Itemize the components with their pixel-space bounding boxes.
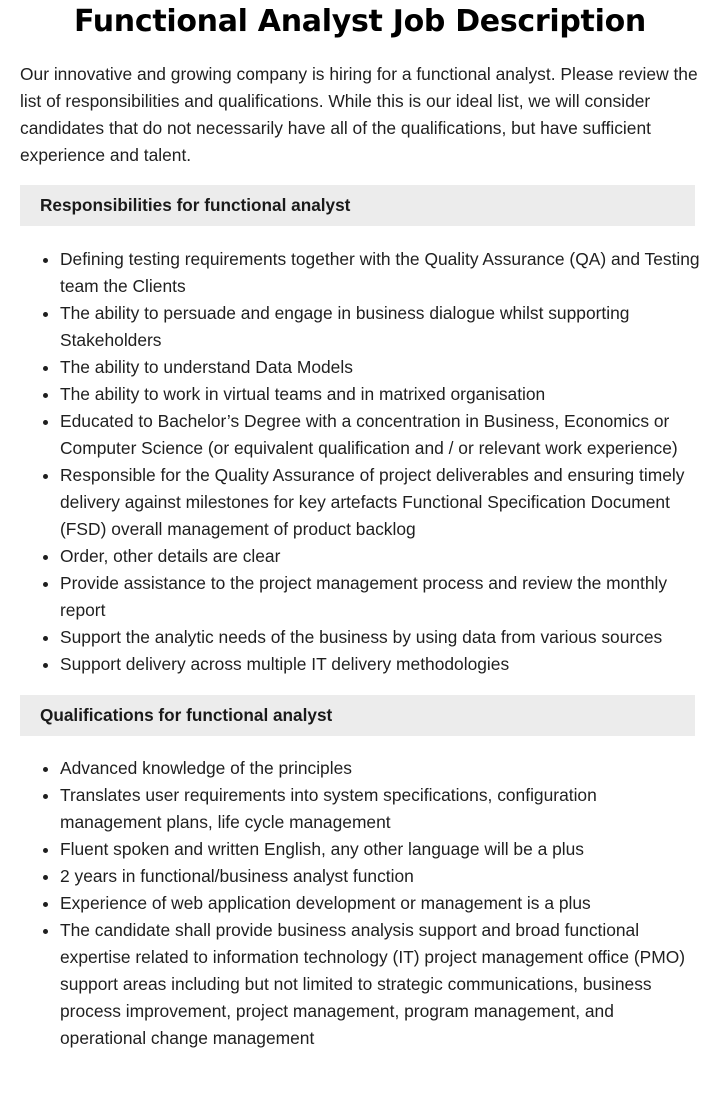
list-item: • Fluent spoken and written English, any other language will be a plus — [60, 836, 688, 863]
list-item: • Support the analytic needs of the business by using data from various sources — [60, 624, 700, 651]
list-item: • The ability to persuade and engage in business dialogue whilst supporting Stakeholders — [60, 300, 700, 354]
list-item: • Advanced knowledge of the principles — [60, 755, 688, 782]
page-title: Functional Analyst Job Description — [74, 4, 646, 39]
list-item: • Translates user requirements into system specifications, configuration management plans, life cycle management — [60, 782, 688, 836]
list-item: • Experience of web application development or management is a plus — [60, 890, 688, 917]
responsibilities-heading: Responsibilities for functional analyst — [20, 185, 695, 226]
list-item: • The ability to understand Data Models — [60, 354, 700, 381]
intro-paragraph: Our innovative and growing company is hiring for a functional analyst. Please review the list of responsibilities and qualifications. While this is our ideal list, we will consider candidates that do not necessarily have all of the qualifications, but have sufficient experience and talent. — [20, 64, 698, 165]
list-item: • The ability to work in virtual teams and in matrixed organisation — [60, 381, 700, 408]
list-item: • Provide assistance to the project management process and review the monthly report — [60, 570, 700, 624]
qualifications-heading: Qualifications for functional analyst — [20, 695, 695, 736]
qualifications-list — [0, 755, 700, 1052]
list-item: • Defining testing requirements together with the Quality Assurance (QA) and Testing team the Clients — [60, 246, 700, 300]
responsibilities-list — [0, 246, 700, 678]
list-item: • Responsible for the Quality Assurance of project deliverables and ensuring timely delivery against milestones for key artefacts Functional Specification Document (FSD) overall management of product backlog — [60, 462, 700, 543]
list-item: • 2 years in functional/business analyst function — [60, 863, 688, 890]
list-item: • Educated to Bachelor’s Degree with a concentration in Business, Economics or Computer Science (or equivalent qualification and / or relevant work experience) — [60, 408, 700, 462]
list-item: • Order, other details are clear — [60, 543, 700, 570]
list-item: • The candidate shall provide business analysis support and broad functional expertise related to information technology (IT) project management office (PMO) support areas including but not limited to strategic communications, business process improvement, project management, program management, and operational change management — [60, 917, 688, 1052]
list-item: • Support delivery across multiple IT delivery methodologies — [60, 651, 700, 678]
